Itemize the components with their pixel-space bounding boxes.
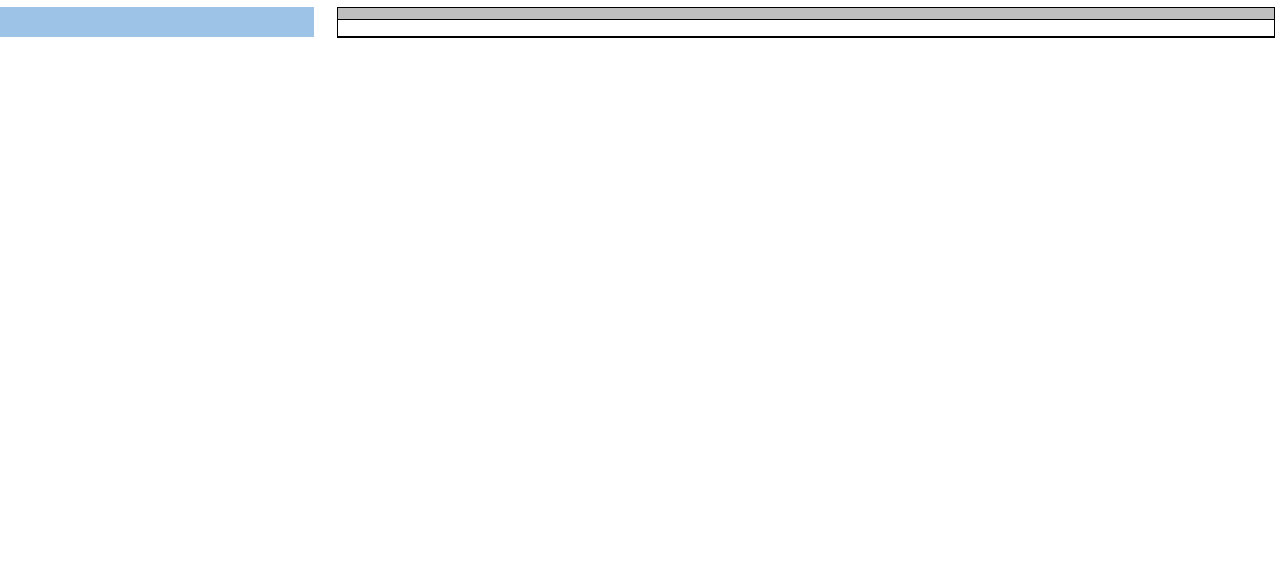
statement-title <box>0 7 314 37</box>
column-header-row <box>337 18 1275 38</box>
